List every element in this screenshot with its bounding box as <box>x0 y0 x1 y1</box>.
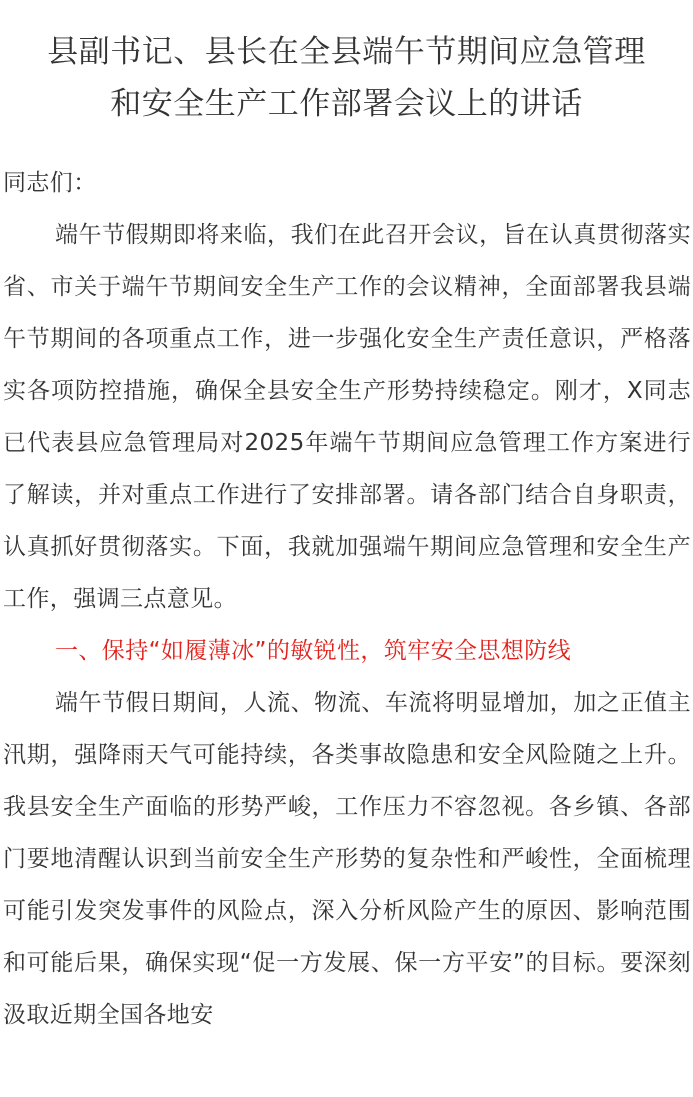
paragraph-section-1: 端午节假日期间，人流、物流、车流将明显增加，加之正值主汛期，强降雨天气可能持续，各类事故隐患和安全风险随之上升。我县安全生产面临的形势严峻，工作压力不容忽视。各乡镇、各部门要地清醒认识到当前安全生产形势的复杂性和严峻性，全面梳理可能引发突发事件的风险点，深入分析风险产生的原因、影响范围和可能后果，确保实现“促一方发展、保一方平安”的目标。要深刻汲取近期全国各地安 <box>3 690 691 1028</box>
paragraph-opening: 端午节假期即将来临，我们在此召开会议，旨在认真贯彻落实省、市关于端午节期间安全生产工作的会议精神，全面部署我县端午节期间的各项重点工作，进一步强化安全生产责任意识，严格落实各项防控措施，确保全县安全生产形势持续稳定。刚才，X同志已代表县应急管理局对2025年端午节期间应急管理工作方案进行了解读，并对重点工作进行了安排部署。请各部门结合自身职责，认真抓好贯彻落实。下面，我就加强端午期间应急管理和安全生产工作，强调三点意见。 <box>3 222 691 612</box>
salutation: 同志们： <box>3 170 97 196</box>
section-heading-1: 一、保持“如履薄冰”的敏锐性，筑牢安全思想防线 <box>55 638 572 664</box>
title-line-1: 县副书记、县长在全县端午节期间应急管理 <box>47 34 646 70</box>
document-title <box>0 0 693 130</box>
document-body <box>3 157 691 1041</box>
title-line-2: 和安全生产工作部署会议上的讲话 <box>110 86 583 122</box>
